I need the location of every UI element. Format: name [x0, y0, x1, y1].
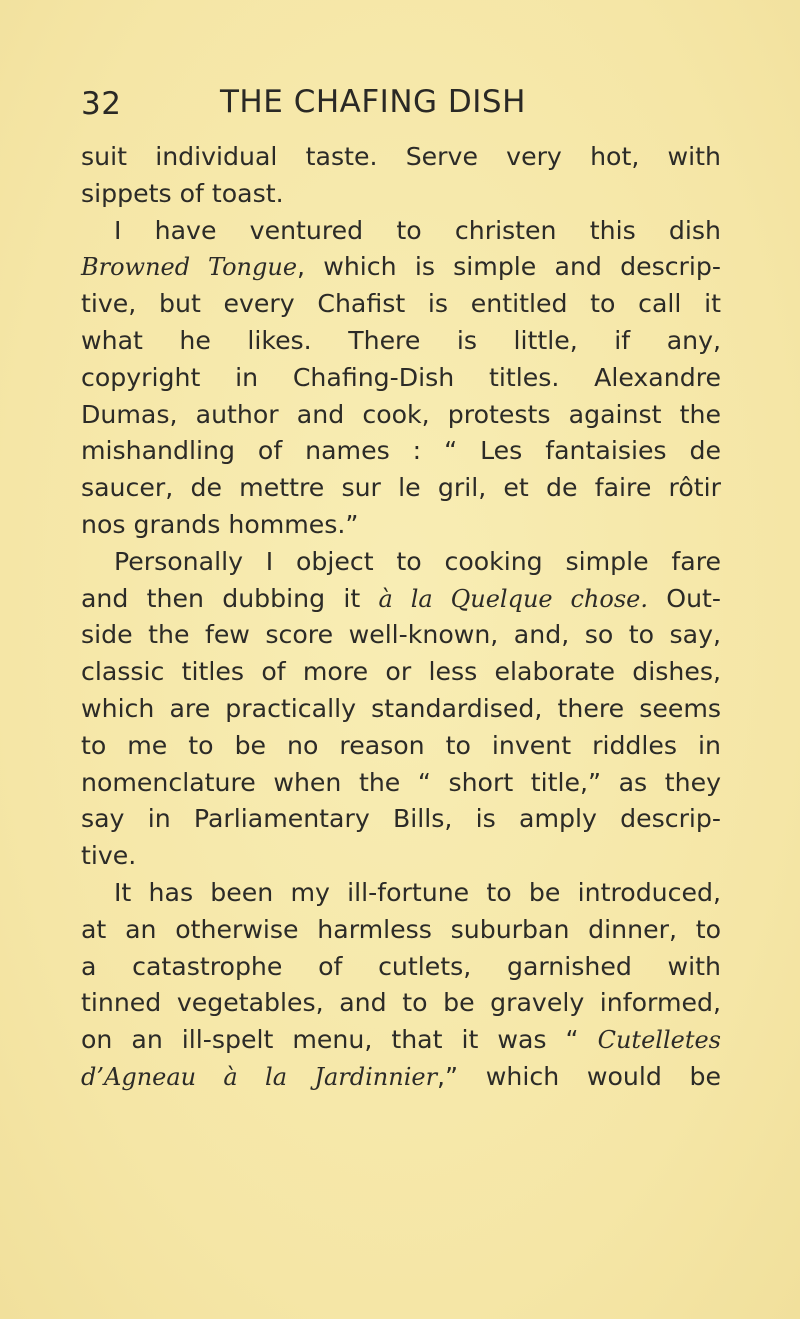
text-line: It has been my ill-fortune to be introduced,	[114, 877, 721, 907]
text-line: nos grands hommes.”	[81, 509, 359, 539]
text-line: what he likes. There is little, if any,	[81, 325, 721, 355]
text-line: which are practically standardised, there seems	[81, 693, 721, 723]
text-line	[81, 581, 721, 618]
text-line: classic titles of more or less elaborate dishes,	[81, 657, 721, 687]
running-head	[81, 84, 721, 124]
italic-phrase: d’Agneau à la Jardinnier	[81, 1062, 438, 1091]
body-text	[81, 139, 721, 1096]
text-line	[81, 1059, 721, 1096]
text-line: side the few score well-known, and, so to say,	[81, 620, 721, 650]
text-line: a catastrophe of cutlets, garnished with	[81, 951, 721, 981]
text-line: at an otherwise harmless suburban dinner, to	[81, 914, 721, 944]
text-line: mishandling of names : “ Les fantaisies de	[81, 436, 721, 466]
text-line: saucer, de mettre sur le gril, et de faire rôtir	[81, 473, 721, 503]
text-line: tinned vegetables, and to be gravely informed,	[81, 988, 721, 1018]
text-line	[81, 1022, 721, 1059]
text-run: ,” which would be	[437, 1061, 721, 1091]
text-line: suit individual taste. Serve very hot, with	[81, 142, 721, 171]
text-line: tive, but every Chafist is entitled to call it	[81, 289, 721, 319]
text-line: Dumas, author and cook, protests against the	[81, 399, 721, 429]
italic-phrase: Cutelletes	[597, 1026, 721, 1055]
italic-dish-name: Browned Tongue	[81, 253, 298, 282]
text-run: , which is simple and descrip-	[297, 252, 721, 282]
text-line: I have ventured to christen this dish	[114, 215, 721, 245]
italic-phrase: à la Quelque chose.	[378, 584, 648, 613]
page-title: THE CHAFING DISH	[220, 84, 526, 120]
text-line: to me to be no reason to invent riddles in	[81, 730, 721, 760]
text-run: on an ill-spelt menu, that it was “	[81, 1025, 598, 1055]
text-line	[81, 249, 721, 286]
text-line: sippets of toast.	[81, 178, 284, 208]
text-line: tive.	[81, 841, 137, 871]
text-line: nomenclature when the “ short title,” as they	[81, 767, 721, 797]
page-number: 32	[81, 86, 122, 122]
text-run: Out-	[647, 583, 721, 613]
text-line: say in Parliamentary Bills, is amply descrip-	[81, 804, 721, 834]
text-line: Personally I object to cooking simple fare	[114, 546, 721, 576]
text-line: copyright in Chafing-Dish titles. Alexandre	[81, 362, 721, 392]
text-run: and then dubbing it	[81, 583, 379, 613]
